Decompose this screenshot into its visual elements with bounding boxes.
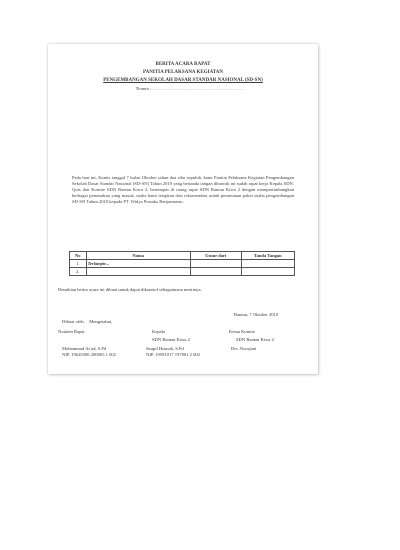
- doc-title: BERITA ACARA RAPAT: [155, 62, 211, 67]
- signer-left-nip: NIP. 19620306 200003 1 002: [62, 352, 116, 357]
- table-cell: Terlampir...: [86, 260, 190, 268]
- table-cell: [241, 260, 294, 268]
- table-cell: 1.: [70, 260, 87, 268]
- table-header-nama: Nama: [86, 252, 190, 260]
- table-cell: [190, 260, 241, 268]
- role-left: Notulen Rapat: [58, 329, 85, 334]
- place-date: Rantau, 7 Oktober 2010: [234, 312, 279, 317]
- table-cell: [86, 268, 190, 276]
- nomor-label: Nomor :: [136, 86, 152, 91]
- nomor-line: [136, 86, 243, 92]
- table-header-ttd: Tanda Tangan: [241, 252, 294, 260]
- role-middle-sub: SDN Rantau Kiwa 2: [152, 337, 190, 342]
- doc-subtitle-2: PENGEMBANGAN SEKOLAH DASAR STANDAR NASIONAL (SD-SN): [103, 78, 263, 83]
- table-header-row: [70, 252, 295, 260]
- table-cell: [241, 268, 294, 276]
- signer-left-name: Muhammad As'ad, S.Pd: [62, 346, 107, 351]
- role-right-sub: SDN Rantau Kiwa 2: [236, 337, 274, 342]
- table-row: [70, 268, 295, 276]
- table-header-no: No: [70, 252, 87, 260]
- attendance-table: [69, 251, 295, 276]
- signer-middle-name: Saupil Husnah, S.Pd: [146, 346, 184, 351]
- role-middle: Kepala: [152, 329, 166, 334]
- signer-middle-nip: NIP. 19581017 197801 2 002: [146, 352, 200, 357]
- nomor-value: .......................................................: [152, 86, 244, 91]
- document-page: [48, 44, 318, 374]
- body-paragraph: Pada hari ini, Kamis tanggal 7 bulan Oktober tahun dua ribu sepuluh, kami Panitia Pelaksana Kegiatan Pengembangan Sekolah Dasar Standar Nasional (SD-SN) Tahun 2010 yang bertanda tangan dibawah ini sudah rapat kerja Kepala SDN. Quis dan Komite SDN Rantau Kiwa 2, bertempat di ruang rapat SDN Rantau Kiwa 2 dengan mempertimbangkan berbagai pemasukan yang masuk, maka kami tetapkan dari rekomendasi untuk pemesanan paket usaha pengembangan SD-SN Tahun 2010 kepada PT. Widya Pustaka Banjarmasin.: [72, 175, 294, 204]
- role-right: Ketua Komite: [229, 329, 255, 334]
- doc-subtitle-1: PANITIA PELAKSANA KEGIATAN: [142, 70, 223, 75]
- closing-text: Demikian berita acara ini dibuat untuk dapat dikontrol sebagaimana mestinya.: [58, 287, 202, 292]
- signer-right-name: Drs. Noorjani: [231, 346, 257, 351]
- table-row: [70, 260, 295, 268]
- made-by-label: Dibuat oleh, Mengetahui,: [62, 319, 113, 324]
- table-cell: [190, 268, 241, 276]
- table-header-unsur: Unsur dari: [190, 252, 241, 260]
- table-cell: 2.: [70, 268, 87, 276]
